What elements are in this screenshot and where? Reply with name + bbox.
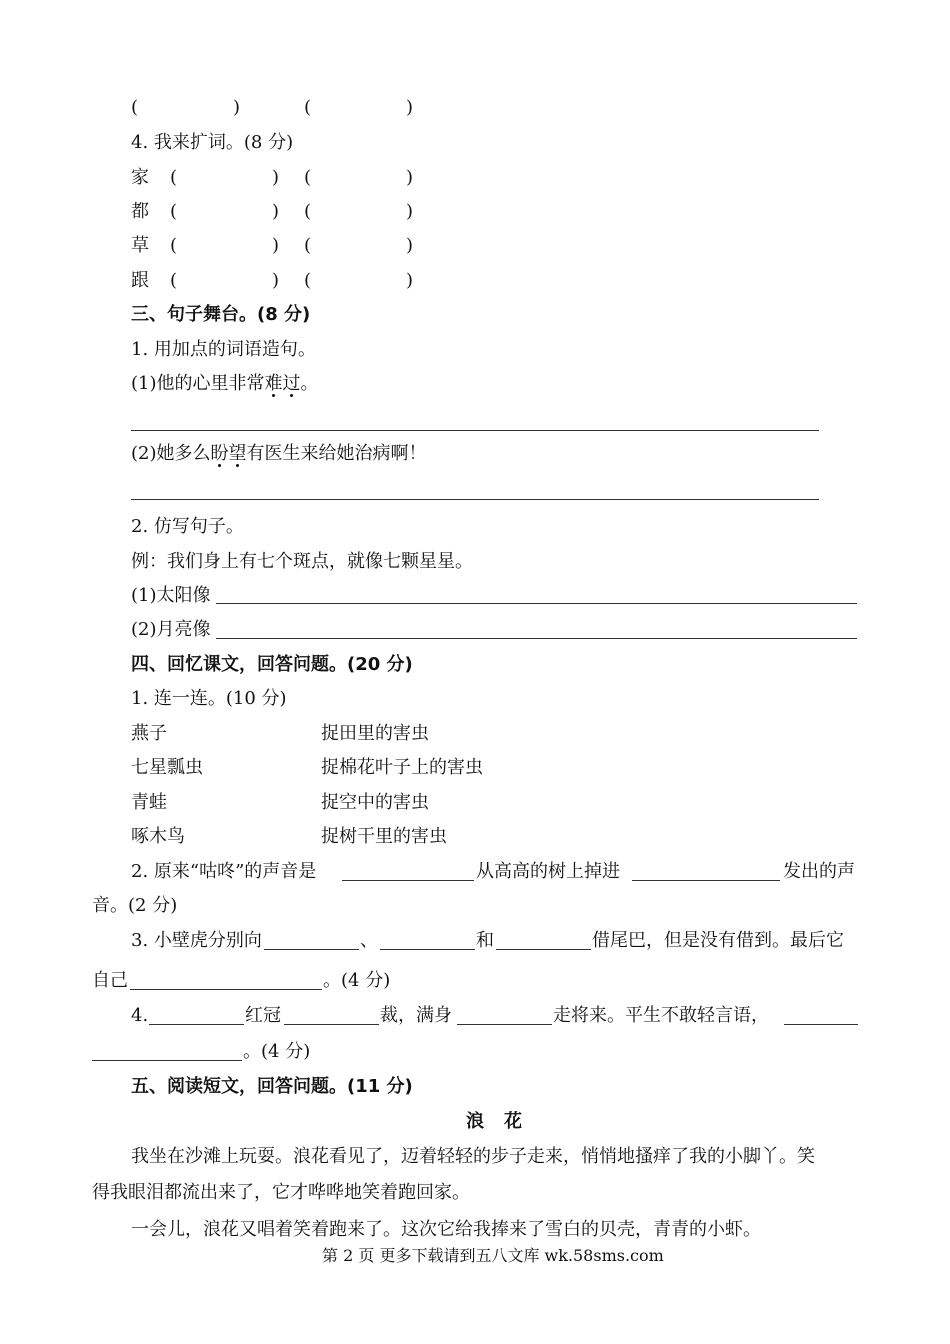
dotted-char-text: 难 xyxy=(264,373,283,394)
answer-line[interactable] xyxy=(216,603,857,604)
section4-heading: 四、回忆课文，回答问题。(20 分) xyxy=(131,654,413,675)
dotted-char xyxy=(229,443,247,464)
paren-close: ) xyxy=(406,97,414,118)
s4-q3-text: 。(4 分) xyxy=(323,970,391,991)
s4-q3-text: 和 xyxy=(476,930,494,951)
answer-line[interactable] xyxy=(216,638,857,639)
sentence-2 xyxy=(131,445,427,463)
s4-q2-text: 发出的声 xyxy=(783,861,855,882)
s4-q2-text: 音。(2 分) xyxy=(92,895,178,916)
fill-moon: (2)月亮像 xyxy=(131,619,211,640)
paren-close: ) xyxy=(272,167,280,188)
section3-heading: 三、句子舞台。(8 分) xyxy=(131,304,311,325)
blank-line[interactable] xyxy=(149,1024,244,1025)
emphasis-dot xyxy=(218,464,221,467)
s4-q3-text: 、 xyxy=(360,930,378,951)
s3-q1-heading: 1. 用加点的词语造句。 xyxy=(131,339,316,360)
s4-q2-text: 2. 原来“咕咚”的声音是 xyxy=(131,861,317,882)
match-right-item[interactable]: 捉棉花叶子上的害虫 xyxy=(321,757,483,778)
s4-q4-text: 4. xyxy=(131,1005,149,1026)
q4-heading: 4. 我来扩词。(8 分) xyxy=(131,132,294,153)
blank-line[interactable] xyxy=(92,1060,242,1061)
blank-line[interactable] xyxy=(130,989,322,990)
paren-open: ( xyxy=(304,235,312,256)
blank-line[interactable] xyxy=(457,1024,552,1025)
s3-q2-heading: 2. 仿写句子。 xyxy=(131,516,244,537)
blank-line[interactable] xyxy=(632,880,780,881)
expand-char: 都 xyxy=(131,201,149,222)
blank-line[interactable] xyxy=(284,1024,379,1025)
blank-line[interactable] xyxy=(342,880,474,881)
s4-q4-text: 走将来。平生不敢轻言语， xyxy=(553,1005,769,1026)
blank-line[interactable] xyxy=(380,949,475,950)
paren-close: ) xyxy=(272,201,280,222)
dotted-char-text: 过 xyxy=(282,373,301,394)
page-footer: 第 2 页 更多下载请到五八文库 wk.58sms.com xyxy=(322,1246,664,1265)
paren-close: ) xyxy=(272,235,280,256)
paren-open: ( xyxy=(304,97,312,118)
paren-open: ( xyxy=(170,201,178,222)
paren-open: ( xyxy=(170,235,178,256)
paren-close: ) xyxy=(272,270,280,291)
dotted-char-text: 望 xyxy=(228,443,247,464)
passage-line: 我坐在沙滩上玩耍。浪花看见了，迈着轻轻的步子走来，悄悄地搔痒了我的小脚丫。笑 xyxy=(131,1146,815,1167)
dotted-char xyxy=(211,443,229,464)
blank-line[interactable] xyxy=(264,949,359,950)
match-left-item[interactable]: 青蛙 xyxy=(131,792,167,813)
blank-line[interactable] xyxy=(496,949,591,950)
dotted-char xyxy=(265,373,283,394)
paren-open: ( xyxy=(304,167,312,188)
sentence-1 xyxy=(131,375,319,393)
sentence-text: 有医生来给她治病啊！ xyxy=(246,443,427,464)
passage-line: 一会儿，浪花又唱着笑着跑来了。这次它给我捧来了雪白的贝壳，青青的小虾。 xyxy=(131,1219,761,1240)
sentence-text: (1)他的心里非常 xyxy=(131,373,265,394)
section5-heading: 五、阅读短文，回答问题。(11 分) xyxy=(131,1076,413,1097)
match-left-item[interactable]: 七星瓢虫 xyxy=(131,757,203,778)
paren-close: ) xyxy=(406,270,414,291)
match-left-item[interactable]: 啄木鸟 xyxy=(131,826,185,847)
dotted-char-text: 盼 xyxy=(210,443,229,464)
paren-close: ) xyxy=(406,235,414,256)
match-left-item[interactable]: 燕子 xyxy=(131,723,167,744)
s4-q1-heading: 1. 连一连。(10 分) xyxy=(131,688,287,709)
passage-title: 浪花 xyxy=(466,1111,542,1132)
dotted-char xyxy=(283,373,301,394)
answer-line[interactable] xyxy=(131,499,819,500)
passage-line: 得我眼泪都流出来了，它才哗哗地笑着跑回家。 xyxy=(92,1182,470,1203)
paren-close: ) xyxy=(233,97,241,118)
s4-q3-text: 自己 xyxy=(92,970,128,991)
paren-open: ( xyxy=(131,97,139,118)
fill-sun: (1)太阳像 xyxy=(131,585,211,606)
s4-q3-text: 借尾巴，但是没有借到。最后它 xyxy=(592,930,844,951)
s4-q4-text: 裁，满身 xyxy=(380,1005,452,1026)
paren-close: ) xyxy=(406,167,414,188)
emphasis-dot xyxy=(290,394,293,397)
expand-char: 跟 xyxy=(131,270,149,291)
emphasis-dot xyxy=(272,394,275,397)
s4-q4-text: 。(4 分) xyxy=(243,1041,311,1062)
paren-open: ( xyxy=(170,167,178,188)
expand-char: 草 xyxy=(131,235,149,256)
sentence-text: 。 xyxy=(300,373,319,394)
s4-q2-text: 从高高的树上掉进 xyxy=(476,861,620,882)
match-right-item[interactable]: 捉树干里的害虫 xyxy=(321,826,447,847)
paren-close: ) xyxy=(406,201,414,222)
answer-line[interactable] xyxy=(131,430,819,431)
s4-q3-text: 3. 小壁虎分别向 xyxy=(131,930,262,951)
match-right-item[interactable]: 捉空中的害虫 xyxy=(321,792,429,813)
s4-q4-text: 红冠 xyxy=(245,1005,281,1026)
sentence-text: (2)她多么 xyxy=(131,443,211,464)
emphasis-dot xyxy=(236,464,239,467)
paren-open: ( xyxy=(304,201,312,222)
expand-char: 家 xyxy=(131,167,149,188)
example-sentence: 例：我们身上有七个斑点，就像七颗星星。 xyxy=(131,551,473,572)
match-right-item[interactable]: 捉田里的害虫 xyxy=(321,723,429,744)
paren-open: ( xyxy=(304,270,312,291)
blank-line[interactable] xyxy=(784,1024,858,1025)
paren-open: ( xyxy=(170,270,178,291)
